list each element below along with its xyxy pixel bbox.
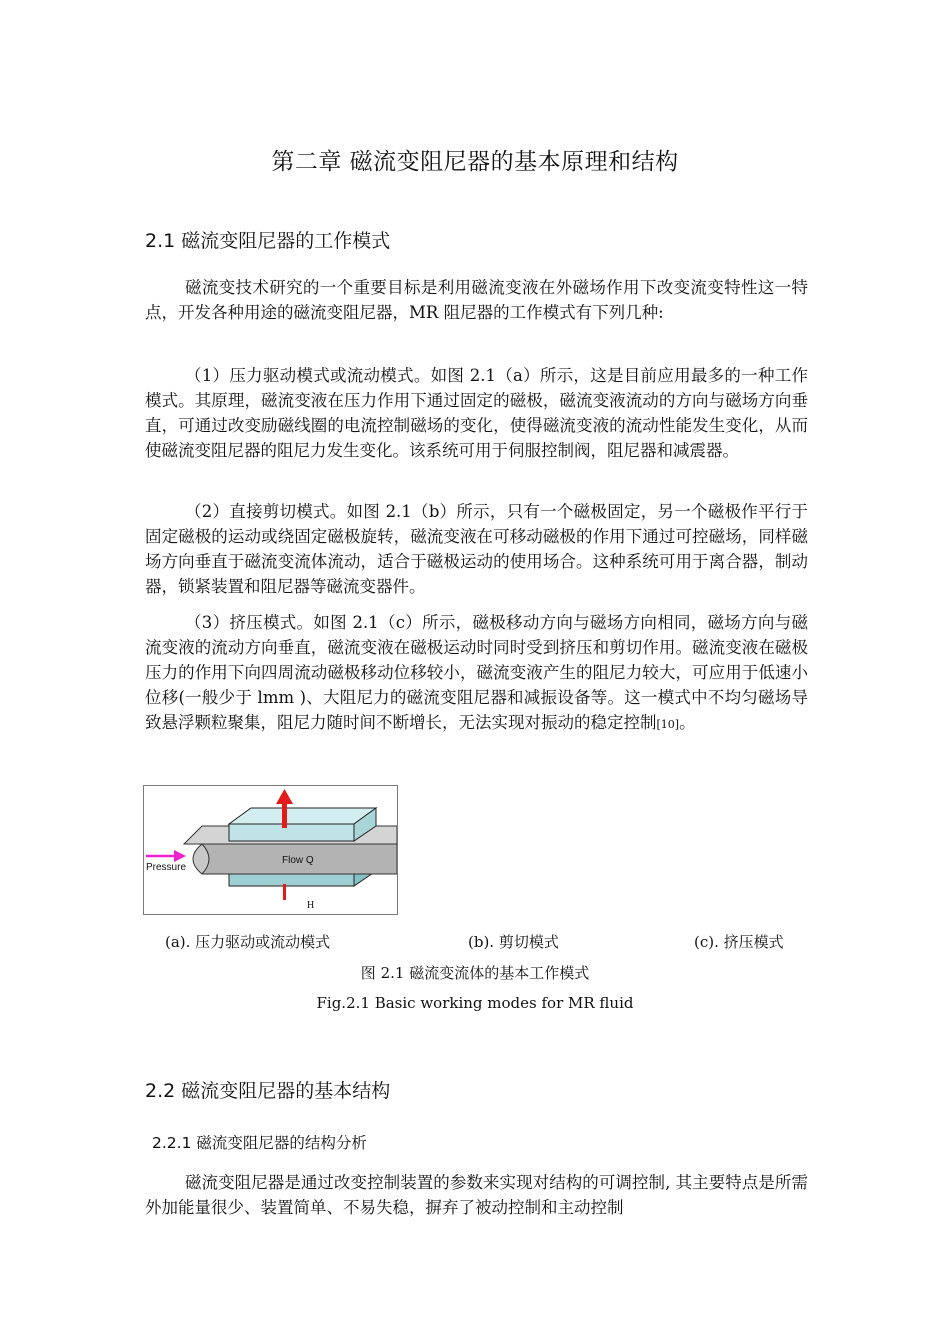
field-arrow-icon xyxy=(276,789,293,804)
figure-caption-cn: 图 2.1 磁流变流体的基本工作模式 xyxy=(360,964,590,982)
flow-mode-diagram xyxy=(144,786,397,914)
section-heading-2-1: 2.1 磁流变阻尼器的工作模式 xyxy=(145,230,391,252)
paragraph-4-text: （3）挤压模式。如图 2.1（c）所示，磁极移动方向与磁场方向相同，磁场方向与磁流变液的流动方向垂直，磁流变液在磁极运动时同时受到挤压和剪切作用。磁流变液在磁极压力的作用下向四周流动磁极移动位移较小，磁流变液产生的阻尼力较大，可应用于低速小位移(一般少于 lmm )、大阻尼力的磁流变阻尼器和减振设备等。这一模式中不均匀磁场导致悬浮颗粒聚集，阻尼力随时间不断增长，无法实现对振动的稳定控制 xyxy=(145,613,808,732)
subsection-heading-2-2-1: 2.2.1 磁流变阻尼器的结构分析 xyxy=(152,1134,367,1152)
paragraph-1: 磁流变技术研究的一个重要目标是利用磁流变液在外磁场作用下改变流变特性这一特点，开发各种用途的磁流变阻尼器，MR 阻尼器的工作模式有下列几种: xyxy=(145,278,808,322)
paragraph-4-end: 。 xyxy=(679,713,696,732)
flow-label: Flow Q xyxy=(282,855,314,866)
paragraph-2: （1）压力驱动模式或流动模式。如图 2.1（a）所示，这是目前应用最多的一种工作模式。其原理，磁流变液在压力作用下通过固定的磁极，磁流变液流动的方向与磁场方向垂直，可通过改变励磁线圈的电流控制磁场的变化，使得磁流变液的流动性能发生变化，从而使磁流变阻尼器的阻尼力发生变化。该系统可用于伺服控制阀，阻尼器和减震器。 xyxy=(145,366,808,460)
field-label: H xyxy=(307,900,315,911)
chapter-title: 第二章 磁流变阻尼器的基本原理和结构 xyxy=(271,149,679,175)
citation-ref: [10] xyxy=(656,718,680,731)
pressure-label: Pressure xyxy=(146,862,187,873)
pressure-arrow-icon xyxy=(174,850,186,862)
figure-flow-mode xyxy=(143,785,398,915)
field-arrow-shaft xyxy=(282,802,287,828)
field-line-icon xyxy=(283,884,286,900)
section-heading-2-2: 2.2 磁流变阻尼器的基本结构 xyxy=(145,1080,391,1102)
subcaption-b: (b). 剪切模式 xyxy=(468,933,559,951)
subcaption-c: (c). 挤压模式 xyxy=(694,933,784,951)
subcaption-a: (a). 压力驱动或流动模式 xyxy=(165,933,331,951)
paragraph-4 xyxy=(145,610,808,737)
top-plate-top xyxy=(229,808,376,824)
paragraph-3: （2）直接剪切模式。如图 2.1（b）所示，只有一个磁极固定，另一个磁极作平行于固定磁极的运动或绕固定磁极旋转，磁流变液在可移动磁极的作用下通过可控磁场，同样磁场方向垂直于磁流变流体流动，适合于磁极运动的使用场合。这种系统可用于离合器，制动器，锁紧装置和阻尼器等磁流变器件。 xyxy=(145,502,808,596)
top-plate-front xyxy=(229,824,354,841)
paragraph-5: 磁流变阻尼器是通过改变控制装置的参数来实现对结构的可调控制, 其主要特点是所需外加能量很少、装置简单、不易失稳，摒弃了被动控制和主动控制 xyxy=(145,1173,808,1217)
figure-caption-en: Fig.2.1 Basic working modes for MR fluid xyxy=(316,994,634,1012)
